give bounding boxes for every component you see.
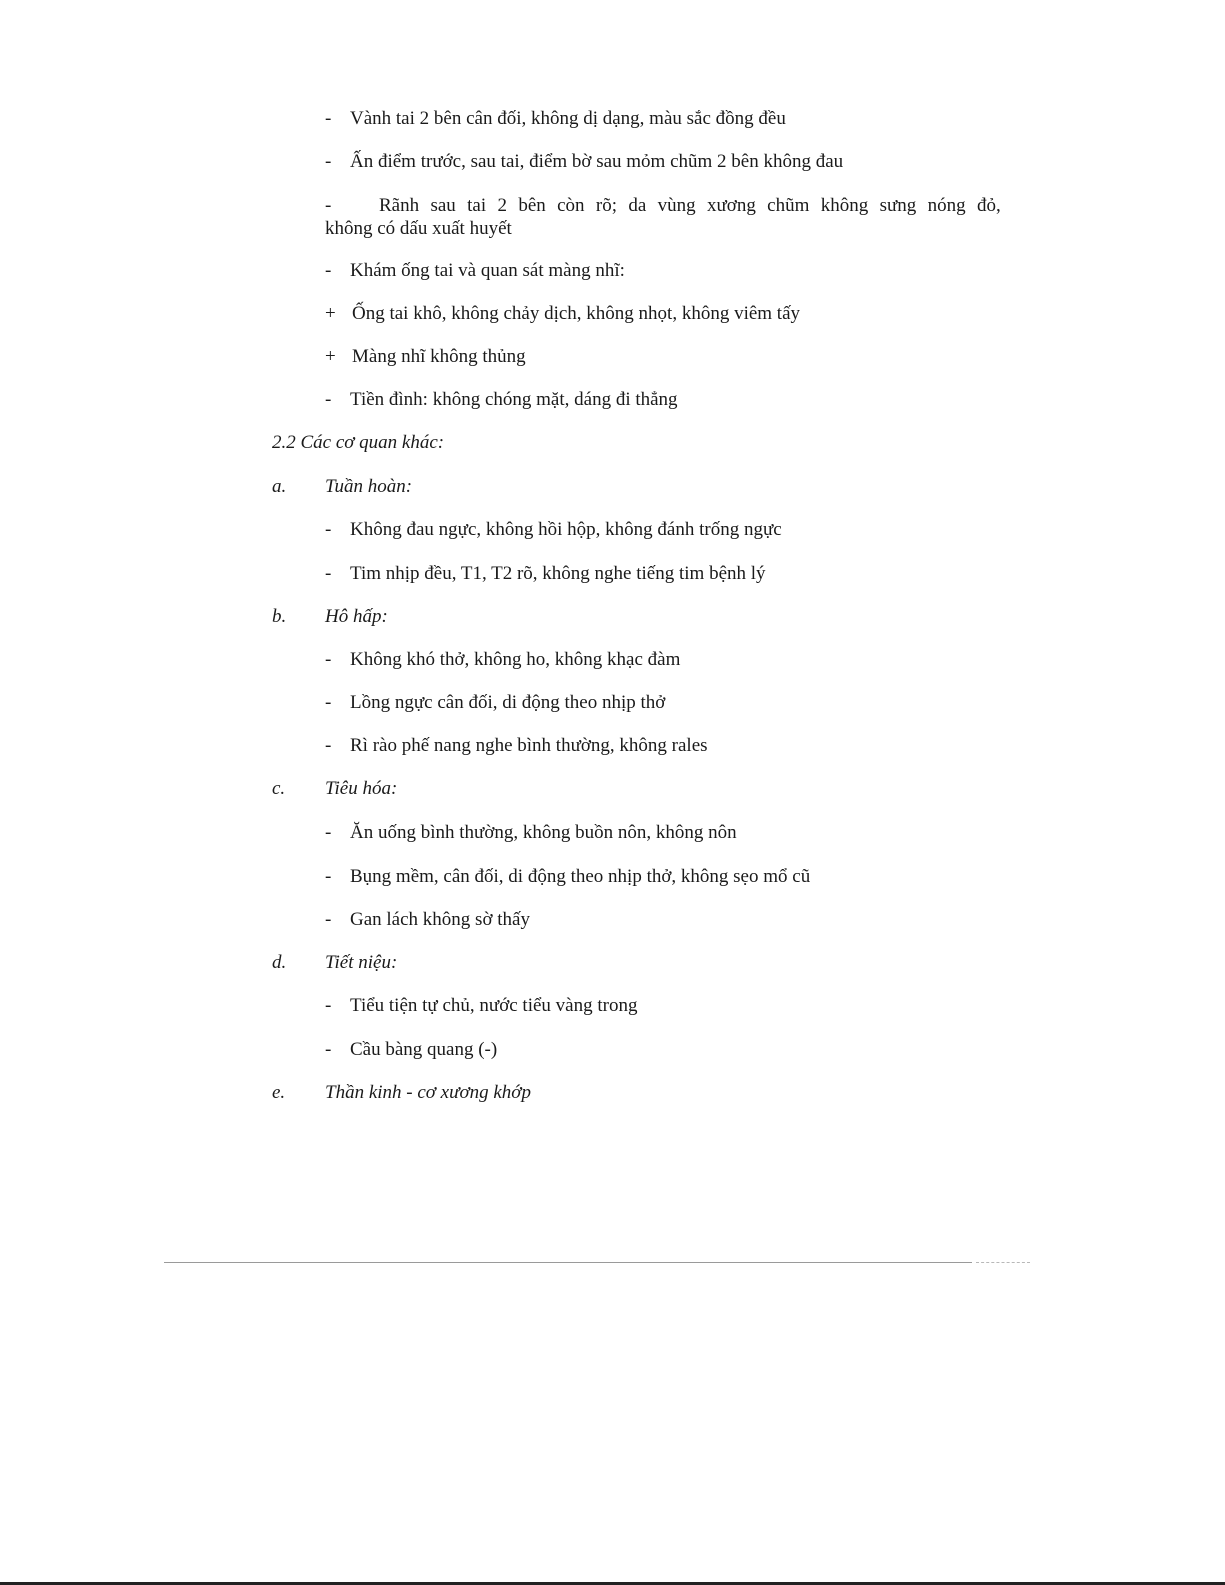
list-marker: - [325,822,332,843]
list-item: Màng nhĩ không thủng [352,346,526,367]
subsection-letter: c. [272,778,286,799]
list-item: Ăn uống bình thường, không buồn nôn, không nôn [350,822,737,843]
list-item: Ấn điểm trước, sau tai, điểm bờ sau mỏm chũm 2 bên không đau [350,151,844,172]
list-item: Ống tai khô, không chảy dịch, không nhọt, không viêm tấy [352,303,801,324]
list-marker: - [325,389,332,410]
list-item: Rì rào phế nang nghe bình thường, không rales [350,735,708,756]
list-marker: - [325,692,332,713]
list-marker: - [325,866,332,887]
list-marker: - [325,151,332,172]
list-marker: - [325,108,332,129]
subsection-letter: e. [272,1082,286,1103]
subsection-title: Tiết niệu: [325,952,398,973]
list-item: Khám ống tai và quan sát màng nhĩ: [350,260,625,281]
list-marker: - [325,195,332,216]
list-item: Tiền đình: không chóng mặt, dáng đi thẳng [350,389,678,410]
subsection-title: Tiêu hóa: [325,778,398,799]
list-item-continuation: không có dấu xuất huyết [325,218,512,239]
subsection-title: Thần kinh - cơ xương khớp [325,1082,531,1103]
list-item: Không khó thở, không ho, không khạc đàm [350,649,681,670]
footer-divider [164,1262,972,1263]
list-marker: - [325,735,332,756]
subsection-letter: d. [272,952,287,973]
list-item: Tiểu tiện tự chủ, nước tiểu vàng trong [350,995,638,1016]
list-item: Bụng mềm, cân đối, di động theo nhịp thở, không sẹo mổ cũ [350,866,811,887]
subsection-letter: b. [272,606,287,627]
list-marker: + [325,346,336,367]
subsection-title: Tuần hoàn: [325,476,413,497]
list-marker: - [325,563,332,584]
list-item: Không đau ngực, không hồi hộp, không đánh trống ngực [350,519,782,540]
list-item: Gan lách không sờ thấy [350,909,530,930]
list-item: Lồng ngực cân đối, di động theo nhịp thở [350,692,666,713]
subsection-title: Hô hấp: [325,606,388,627]
list-marker: + [325,303,336,324]
list-marker: - [325,260,332,281]
list-item: Rãnh sau tai 2 bên còn rõ; da vùng xương chũm không sưng nóng đỏ, [379,195,1001,216]
footer-divider-dashed [976,1262,1030,1263]
list-item: Cầu bàng quang (-) [350,1039,498,1060]
list-marker: - [325,649,332,670]
list-marker: - [325,519,332,540]
section-heading: 2.2 Các cơ quan khác: [272,432,445,453]
list-marker: - [325,909,332,930]
list-item: Tim nhịp đều, T1, T2 rõ, không nghe tiếng tim bệnh lý [350,563,766,584]
list-item: Vành tai 2 bên cân đối, không dị dạng, màu sắc đồng đều [350,108,786,129]
subsection-letter: a. [272,476,287,497]
list-marker: - [325,995,332,1016]
list-marker: - [325,1039,332,1060]
